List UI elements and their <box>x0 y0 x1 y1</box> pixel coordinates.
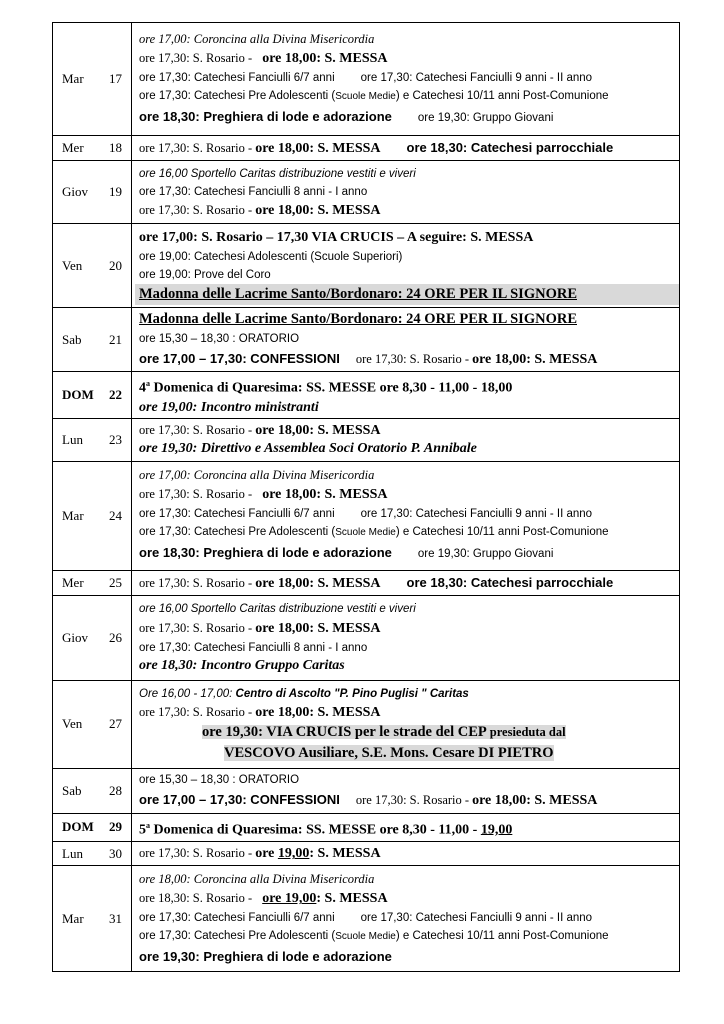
weekday: Sab <box>62 782 82 798</box>
schedule-table <box>52 22 680 972</box>
event-text: presieduta dal <box>489 724 566 739</box>
events-cell: ore 18,00: Coroncina alla Divina Misericordia ore 18,30: S. Rosario - ore 19,00: S. MESSA ore 17,30: Catechesi Fanciulli 6/7 anni ore 17,30: Catechesi Fanciulli 9 anni - II anno ore 17,30: Catechesi Pre Adolescenti (Scuole Medie) e Catechesi 10/11 anni Post-Comunione ore 19,30: Preghiera di lode e adorazione <box>132 866 680 972</box>
event-highlight: ore 18,00: S. MESSA <box>262 487 388 503</box>
sunday-number: 4 <box>139 380 146 396</box>
day-number: 31 <box>109 910 122 926</box>
table-row <box>53 570 680 595</box>
day-number: 21 <box>109 331 122 347</box>
event-text: ore 19,30: Gruppo Giovani <box>417 548 554 561</box>
weekday: Giov <box>62 629 88 645</box>
events-cell <box>132 813 680 842</box>
event-highlight: ore 18,30: Catechesi parrocchiale <box>406 574 614 590</box>
ordinal-suffix: a <box>146 820 150 830</box>
day-number: 30 <box>109 845 122 861</box>
event-text: ore 17,30: S. Rosario - <box>139 423 253 438</box>
event-highlight: ore 17,00 – 17,30: CONFESSIONI <box>139 351 340 366</box>
event-highlight-time: 19,00 <box>480 822 513 838</box>
event-line: ore 17,30: Catechesi Fanciulli 8 anni - I anno <box>139 642 368 655</box>
event-text: ore 17,30: Catechesi Pre Adolescenti ( <box>139 526 336 539</box>
event-text: Ore 16,00 - 17,00: <box>139 687 236 700</box>
weekday: Sab <box>62 331 82 347</box>
event-highlight: ore 18,00: S. MESSA <box>472 352 598 367</box>
day-cell <box>53 595 132 680</box>
weekday: Mar <box>62 507 84 523</box>
event-line: ore 18,00: Coroncina alla Divina Misericordia <box>139 872 375 887</box>
day-number: 19 <box>109 184 122 199</box>
event-text: ore 17,30: S. Rosario - <box>139 846 253 861</box>
events-cell <box>132 768 680 813</box>
event-highlight: Centro di Ascolto "P. Pino Puglisi " Caritas <box>235 687 469 700</box>
events-cell <box>132 136 680 161</box>
event-highlight: ore 18,00: S. MESSA <box>255 141 381 156</box>
event-highlight: ore 17,00 – 17,30: CONFESSIONI <box>139 791 340 807</box>
event-text: ore 17,30: S. Rosario - <box>139 50 253 65</box>
sunday-number: 5 <box>139 822 146 838</box>
day-number: 18 <box>109 140 122 155</box>
event-text: ore 17,30: Catechesi Fanciulli 6/7 anni <box>139 71 335 84</box>
weekday: Lun <box>62 431 83 447</box>
table-row <box>53 595 680 680</box>
day-number: 25 <box>109 574 122 590</box>
day-number: 27 <box>109 716 122 732</box>
events-cell <box>132 842 680 866</box>
table-row <box>53 461 680 570</box>
day-number: 20 <box>109 257 122 273</box>
event-text: ore 17,30: S. Rosario - <box>139 704 253 719</box>
event-highlight-time: 19,00 <box>277 846 310 862</box>
event-banner: Madonna delle Lacrime Santo/Bordonaro: 24 ORE PER IL SIGNORE <box>135 284 679 305</box>
event-highlight: ore 18,30: Preghiera di lode e adorazione <box>139 545 392 561</box>
event-text: e Catechesi 10/11 anni Post-Comunione <box>402 526 609 539</box>
table-row <box>53 308 680 372</box>
table-row <box>53 866 680 972</box>
event-line: ore 15,30 – 18,30 : ORATORIO <box>139 773 300 786</box>
event-highlight: ore 18,00: S. MESSA <box>262 50 388 66</box>
table-row <box>53 23 680 136</box>
weekday: DOM <box>62 819 94 835</box>
event-line: ore 16,00 Sportello Caritas distribuzione vestiti e viveri <box>139 167 416 180</box>
table-row <box>53 680 680 768</box>
day-number: 24 <box>109 507 122 523</box>
day-number: 17 <box>109 71 122 86</box>
event-line: ore 19,00: Incontro ministranti <box>139 399 319 415</box>
event-highlight: Domenica di Quaresima: SS. MESSE ore 8,30 - 11,00 - <box>150 822 481 838</box>
table-row <box>53 136 680 161</box>
weekday: Mer <box>62 574 84 590</box>
day-cell <box>53 308 132 372</box>
day-number: 26 <box>109 629 122 645</box>
day-cell <box>53 813 132 842</box>
events-cell <box>132 418 680 461</box>
day-cell <box>53 418 132 461</box>
event-highlight: ore 18,00: S. MESSA <box>255 202 381 218</box>
event-highlight: ore 18,30: Catechesi parrocchiale <box>406 140 614 155</box>
table-row <box>53 418 680 461</box>
event-text: ore 17,30: S. Rosario - <box>355 352 470 366</box>
event-text: ore 17,30: S. Rosario - <box>355 792 470 807</box>
event-text: ore 17,30: Catechesi Fanciulli 9 anni - II anno <box>360 508 593 521</box>
event-highlight: ore 19,30: VIA CRUCIS per le strade del CEP <box>202 723 487 740</box>
event-text: e Catechesi 10/11 anni Post-Comunione <box>402 89 609 102</box>
weekday: Mer <box>62 140 84 155</box>
event-highlight: ore 18,00: S. MESSA <box>255 575 381 591</box>
day-number: 29 <box>109 819 122 835</box>
events-cell <box>132 372 680 419</box>
event-text: e Catechesi 10/11 anni Post-Comunione <box>402 930 609 943</box>
day-cell <box>53 372 132 419</box>
ordinal-suffix: a <box>146 379 150 388</box>
weekday: Mar <box>62 71 84 86</box>
day-cell <box>53 570 132 595</box>
day-cell <box>53 23 132 136</box>
weekday: Ven <box>62 716 83 732</box>
event-text: ore 17,30: Catechesi Fanciulli 6/7 anni <box>139 508 335 521</box>
event-highlight-time: ore 19,00 <box>262 891 317 907</box>
event-text: ore 19,30: Gruppo Giovani <box>417 111 554 124</box>
event-line: ore 17,30: Catechesi Fanciulli 8 anni - I anno <box>139 185 368 198</box>
table-row <box>53 813 680 842</box>
day-cell <box>53 461 132 570</box>
day-number: 23 <box>109 431 122 447</box>
events-cell <box>132 680 680 768</box>
event-text: ore 17,30: S. Rosario - <box>139 575 253 590</box>
events-cell <box>132 161 680 224</box>
event-banner: Madonna delle Lacrime Santo/Bordonaro: 24 ORE PER IL SIGNORE <box>139 311 577 327</box>
weekday: Giov <box>62 184 88 199</box>
day-number: 22 <box>109 386 122 402</box>
event-line: ore 18,30: Incontro Gruppo Caritas <box>139 658 345 674</box>
event-highlight: ore 18,00: S. MESSA <box>255 423 381 439</box>
event-line: ore 19,00: Prove del Coro <box>139 268 271 281</box>
event-text: ore 17,30: S. Rosario - <box>139 141 253 155</box>
event-highlight: ore <box>255 846 278 862</box>
event-text: ore 17,30: S. Rosario - <box>139 202 253 217</box>
weekday: Lun <box>62 845 83 861</box>
day-number: 28 <box>109 782 122 798</box>
table-row <box>53 161 680 224</box>
events-cell <box>132 595 680 680</box>
event-text: ore 17,30: Catechesi Pre Adolescenti ( <box>139 930 336 943</box>
table-row <box>53 768 680 813</box>
day-cell <box>53 768 132 813</box>
day-cell <box>53 866 132 972</box>
events-cell <box>132 224 680 308</box>
event-highlight: ore 18,30: Preghiera di lode e adorazione <box>139 108 392 124</box>
event-highlight: ore 18,00: S. MESSA <box>472 792 598 808</box>
event-text: ore 18,30: S. Rosario - <box>139 891 253 906</box>
table-row <box>53 224 680 308</box>
event-highlight: Domenica di Quaresima: SS. MESSE ore 8,30 - 11,00 - 18,00 <box>150 380 513 396</box>
day-cell <box>53 136 132 161</box>
weekday: Mar <box>62 910 84 926</box>
weekday: Ven <box>62 257 83 273</box>
event-line: ore 19,00: Catechesi Adolescenti (Scuole Superiori) <box>139 250 403 263</box>
day-cell <box>53 161 132 224</box>
event-highlight: ore 18,00: S. MESSA <box>255 704 381 720</box>
event-line: ore 17,00: Coroncina alla Divina Misericordia <box>139 31 375 46</box>
event-text: ore 17,30: S. Rosario - <box>139 487 253 502</box>
event-note: Scuole Medie <box>335 527 396 539</box>
event-highlight: ore 19,30: Preghiera di lode e adorazione <box>139 949 392 965</box>
events-cell: ore 17,00: Coroncina alla Divina Misericordia ore 17,30: S. Rosario - ore 18,00: S. MESSA ore 17,30: Catechesi Fanciulli 6/7 anni ore 17,30: Catechesi Fanciulli 9 anni - II anno ore 17,30: Catechesi Pre Adolescenti (Scuole Medie) e Catechesi 10/11 anni Post-Comunione ore 18,30: Preghiera di lode e adorazione ore 19,30: Gruppo Giovani <box>132 461 680 570</box>
event-text: ore 17,30: Catechesi Fanciulli 9 anni - II anno <box>360 912 593 925</box>
event-highlight: VESCOVO Ausiliare, S.E. Mons. Cesare DI PIETRO <box>224 744 554 761</box>
events-cell <box>132 570 680 595</box>
event-highlight: : S. MESSA <box>316 891 388 907</box>
event-line: ore 16,00 Sportello Caritas distribuzione vestiti e viveri <box>139 603 416 616</box>
event-highlight: : S. MESSA <box>309 846 381 862</box>
day-cell <box>53 680 132 768</box>
event-text: ore 17,30: Catechesi Pre Adolescenti ( <box>139 89 336 102</box>
event-highlight: ore 18,00: S. MESSA <box>255 621 381 637</box>
event-line: ore 19,30: Direttivo e Assemblea Soci Oratorio P. Annibale <box>139 441 477 457</box>
event-text: ore 17,30: S. Rosario - <box>139 621 253 636</box>
table-row <box>53 372 680 419</box>
event-note: Scuole Medie <box>335 931 396 943</box>
event-highlight: ore 17,00: S. Rosario – 17,30 VIA CRUCIS – A seguire: S. MESSA <box>139 229 534 245</box>
table-row <box>53 842 680 866</box>
event-text: ore 17,30: Catechesi Fanciulli 6/7 anni <box>139 912 335 925</box>
events-cell: ore 17,00: Coroncina alla Divina Misericordia ore 17,30: S. Rosario - ore 18,00: S. MESSA ore 17,30: Catechesi Fanciulli 6/7 anni ore 17,30: Catechesi Fanciulli 9 anni - II anno ore 17,30: Catechesi Pre Adolescenti (Scuole Medie) e Catechesi 10/11 anni Post-Comunione ore 18,30: Preghiera di lode e adorazione ore 19,30: Gruppo Giovani <box>132 23 680 136</box>
events-cell <box>132 308 680 372</box>
day-cell <box>53 224 132 308</box>
weekday: DOM <box>62 386 94 402</box>
event-note: Scuole Medie <box>335 90 396 102</box>
day-cell <box>53 842 132 866</box>
event-line: ore 17,00: Coroncina alla Divina Misericordia <box>139 468 375 483</box>
event-text: ore 17,30: Catechesi Fanciulli 9 anni - II anno <box>360 71 593 84</box>
event-line: ore 15,30 – 18,30 : ORATORIO <box>139 333 300 345</box>
